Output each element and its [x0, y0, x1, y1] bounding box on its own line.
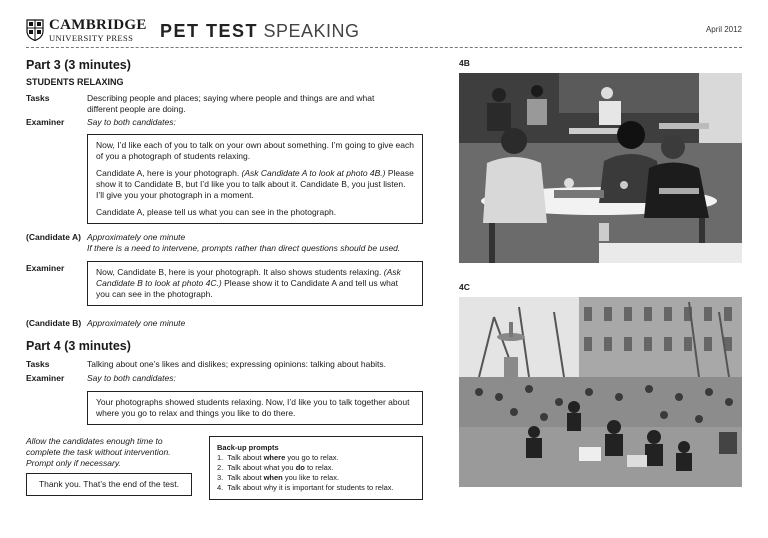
- part3-subheading: STUDENTS RELAXING: [26, 77, 124, 87]
- part3-heading: Part 3 (3 minutes): [26, 58, 131, 72]
- script1-para2-start: Candidate A, here is your photograph.: [96, 168, 242, 178]
- prompt2-bold: do: [295, 463, 305, 472]
- photo-4c-label: 4C: [459, 282, 470, 292]
- examiner2-row: [26, 263, 426, 306]
- part4-examiner-label: Examiner: [26, 373, 65, 383]
- end-of-test-text: Thank you. That’s the end of the test.: [38, 479, 180, 489]
- examiner-script-box-1: [87, 134, 423, 224]
- left-column: [26, 58, 426, 500]
- script2-end: Please show it to Candidate A and tell us what you can see in the photograph.: [96, 278, 398, 299]
- right-column: [459, 58, 742, 487]
- script1-para1: Now, I’d like each of you to talk on your own about something. I’m going to give each of you a photograph of students relaxing.: [96, 140, 414, 161]
- candidate-a-row: [26, 232, 426, 254]
- examiner-label: Examiner: [26, 117, 65, 127]
- part4-bottom-left: [26, 436, 196, 500]
- shield-crest-icon: [26, 19, 44, 41]
- script1-para2: [96, 168, 414, 201]
- script2-italic: (Ask Candidate B to look at photo 4C.): [96, 267, 401, 288]
- candidate-b-label: (Candidate B): [26, 318, 82, 328]
- title-bold: PET TEST: [160, 21, 259, 41]
- candidate-b-time: Approximately one minute: [87, 318, 186, 328]
- logo-line1: CAMBRIDGE: [49, 17, 147, 33]
- part4-heading: Part 4 (3 minutes): [26, 339, 131, 353]
- prompt4-text: Talk about why it is important for students to relax.: [227, 483, 394, 492]
- backup-prompt-1: 1. Talk about where you go to relax.: [217, 453, 339, 462]
- allow-note: Allow the candidates enough time to complete the task without intervention. Prompt only if necessary.: [26, 436, 171, 468]
- script2-start: Now, Candidate B, here is your photograph. It also shows students relaxing.: [96, 267, 382, 277]
- tasks-label: Tasks: [26, 93, 50, 103]
- part3-tasks-row: [26, 93, 426, 115]
- logo-line2: UNIVERSITY PRESS: [49, 33, 134, 43]
- examiner2-label: Examiner: [26, 263, 65, 273]
- prompt2-end: to relax.: [304, 463, 334, 472]
- prompt3-end: you like to relax.: [282, 473, 340, 482]
- prompt1-bold: where: [263, 453, 286, 462]
- prompt2-start: Talk about what you: [227, 463, 296, 472]
- end-of-test-box: [26, 473, 192, 496]
- backup-prompt-4: 4. Talk about why it is important for students to relax.: [217, 483, 394, 492]
- examiner-say: Say to both candidates:: [87, 117, 176, 127]
- photo-4b-label: 4B: [459, 58, 470, 68]
- candidate-b-row: [26, 318, 426, 329]
- page-title: [160, 21, 360, 42]
- prompt1-start: Talk about: [227, 453, 264, 462]
- part4-examiner-say: Say to both candidates:: [87, 373, 176, 383]
- backup-prompts-title: Back-up prompts: [217, 443, 279, 452]
- date-label: April 2012: [705, 25, 742, 34]
- prompt1-end: you go to relax.: [285, 453, 339, 462]
- photo-4b-students-cafeteria: [459, 73, 742, 263]
- header-divider: [26, 47, 742, 48]
- cambridge-logo: [26, 18, 147, 43]
- prompt3-bold: when: [263, 473, 283, 482]
- photo-4c-students-courtyard: [459, 297, 742, 487]
- script1-para3: Candidate A, please tell us what you can see in the photograph.: [96, 207, 337, 217]
- part4-examiner-row: [26, 373, 426, 384]
- candidate-a-label: (Candidate A): [26, 232, 81, 242]
- part4-tasks-label: Tasks: [26, 359, 50, 369]
- part4-script-text: Your photographs showed students relaxing. Now, I’d like you to talk together about where you go to relax and things you like to do there.: [96, 397, 410, 418]
- tasks-text: Describing people and places; saying where people and things are and what different people are doing.: [87, 93, 375, 114]
- backup-prompt-2: 2. Talk about what you do to relax.: [217, 463, 334, 472]
- candidate-a-note: If there is a need to intervene, prompts rather than direct questions should be used.: [87, 243, 401, 253]
- part4-tasks-text: Talking about one’s likes and dislikes; expressing opinions: talking about habits.: [87, 359, 386, 369]
- examiner-script-box-2: [87, 261, 423, 306]
- part4-bottom: [26, 436, 426, 500]
- script1-para2-end: Please show it to Candidate B, but I’d like you to talk about it. Candidate B, you just listen. I’ll give you your photograph in a moment.: [96, 168, 414, 200]
- script1-para2-italic: (Ask Candidate A to look at photo 4B.): [241, 168, 386, 178]
- backup-prompts-box: [209, 436, 423, 500]
- title-light: SPEAKING: [263, 21, 360, 41]
- part4-script-box: [87, 391, 423, 425]
- backup-prompt-3: 3. Talk about when you like to relax.: [217, 473, 340, 482]
- part3-examiner-row: [26, 117, 426, 128]
- prompt3-start: Talk about: [227, 473, 264, 482]
- part4-tasks-row: [26, 359, 426, 370]
- page-header: [26, 18, 742, 48]
- candidate-a-time-text: Approximately one minute: [87, 232, 186, 242]
- candidate-a-time: [87, 232, 426, 254]
